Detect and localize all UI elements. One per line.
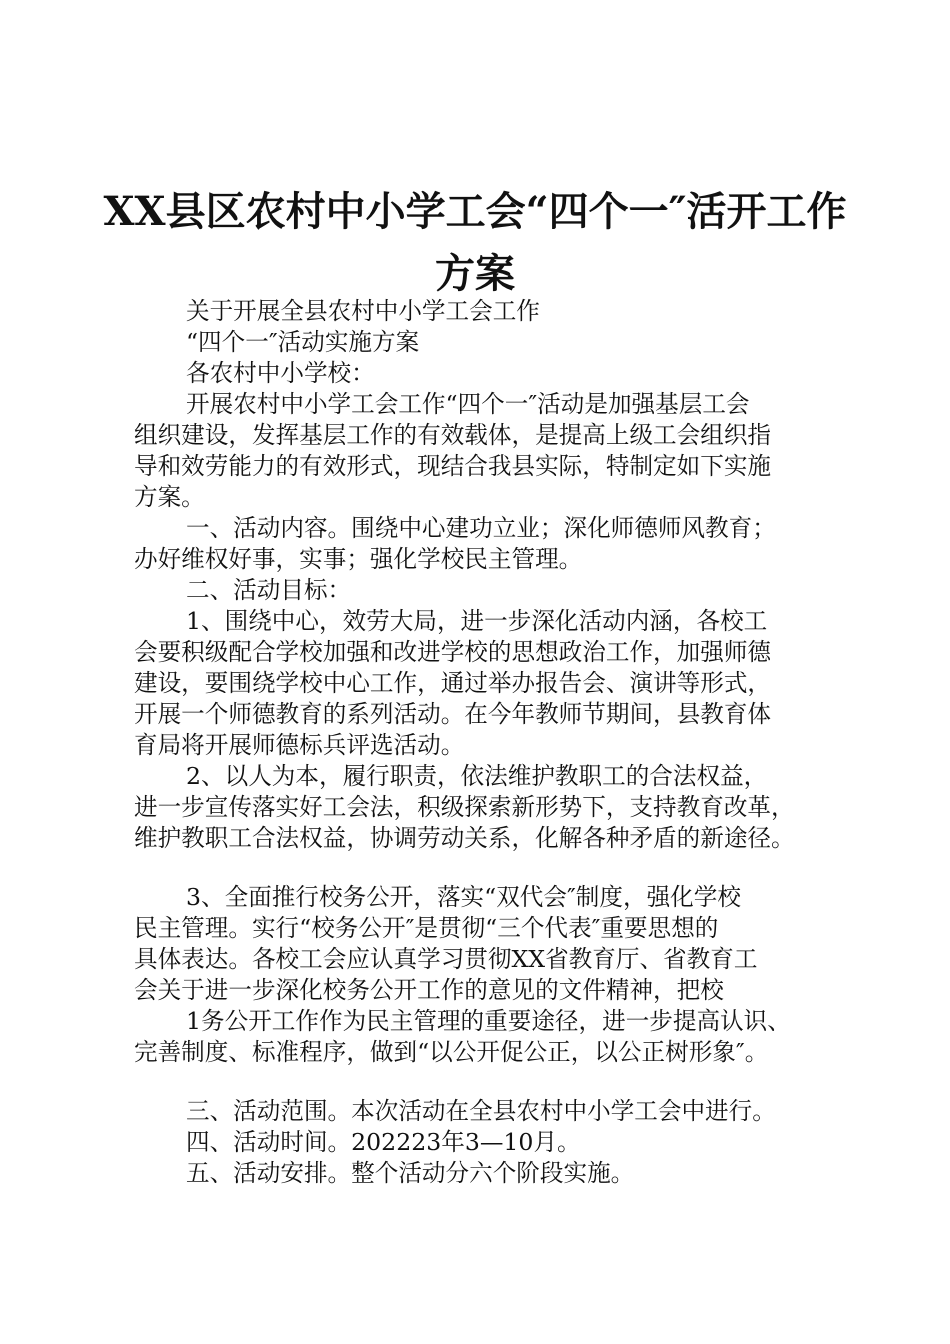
paragraph-line: 方案。 — [134, 483, 205, 511]
section-heading-content: 一、活动内容。围绕中心建功立业；深化师德师风教育； — [186, 514, 776, 542]
paragraph-line: 3、全面推行校务公开，落实“双代会″制度，强化学校 — [186, 883, 741, 911]
section-heading-goals: 二、活动目标： — [186, 576, 352, 604]
paragraph-line: 会关于进一步深化校务公开工作的意见的文件精神，把校 — [134, 976, 724, 1004]
paragraph-line: 完善制度、标准程序，做到“以公开促公正，以公正树形象″。 — [134, 1038, 769, 1066]
document-title-line-1: XX县区农村中小学工会“四个一″活开工作 — [103, 188, 847, 235]
subtitle-line-2: “四个一″活动实施方案 — [186, 328, 420, 356]
paragraph-line: 开展农村中小学工会工作“四个一″活动是加强基层工会 — [186, 390, 750, 418]
section-heading-scope: 三、活动范围。本次活动在全县农村中小学工会中进行。 — [186, 1097, 776, 1125]
paragraph-line: 民主管理。实行“校务公开″是贯彻“三个代表″重要思想的 — [134, 914, 719, 942]
paragraph-line: 办好维权好事，实事；强化学校民主管理。 — [134, 545, 583, 573]
paragraph-line: 导和效劳能力的有效形式，现结合我县实际，特制定如下实施 — [134, 452, 772, 480]
paragraph-line: 维护教职工合法权益，协调劳动关系，化解各种矛盾的新途径。 — [134, 824, 795, 852]
paragraph-line: 2、以人为本，履行职责，依法维护教职工的合法权益， — [186, 762, 768, 790]
paragraph-line: 育局将开展师德标兵评选活动。 — [134, 731, 465, 759]
subtitle-line-1: 关于开展全县农村中小学工会工作 — [186, 297, 540, 325]
paragraph-line: 1务公开工作作为民主管理的重要途径，进一步提高认识、 — [186, 1007, 791, 1035]
paragraph-line: 1、围绕中心，效劳大局，进一步深化活动内涵，各校工 — [186, 607, 768, 635]
paragraph-line: 建设，要围绕学校中心工作，通过举办报告会、演讲等形式， — [134, 669, 772, 697]
paragraph-line: 具体表达。各校工会应认真学习贯彻XX省教育厅、省教育工 — [134, 945, 758, 973]
section-heading-time: 四、活动时间。202223年3—10月。 — [186, 1128, 581, 1156]
salutation: 各农村中小学校： — [186, 359, 375, 387]
paragraph-line: 会要积级配合学校加强和改进学校的思想政治工作，加强师德 — [134, 638, 772, 666]
paragraph-line: 开展一个师德教育的系列活动。在今年教师节期间，县教育体 — [134, 700, 772, 728]
section-heading-arrangement: 五、活动安排。整个活动分六个阶段实施。 — [186, 1159, 635, 1187]
paragraph-line: 进一步宣传落实好工会法，积级探索新形势下，支持教育改革， — [134, 793, 795, 821]
document-title-line-2: 方案 — [435, 250, 515, 297]
paragraph-line: 组织建设，发挥基层工作的有效载体，是提高上级工会组织指 — [134, 421, 772, 449]
